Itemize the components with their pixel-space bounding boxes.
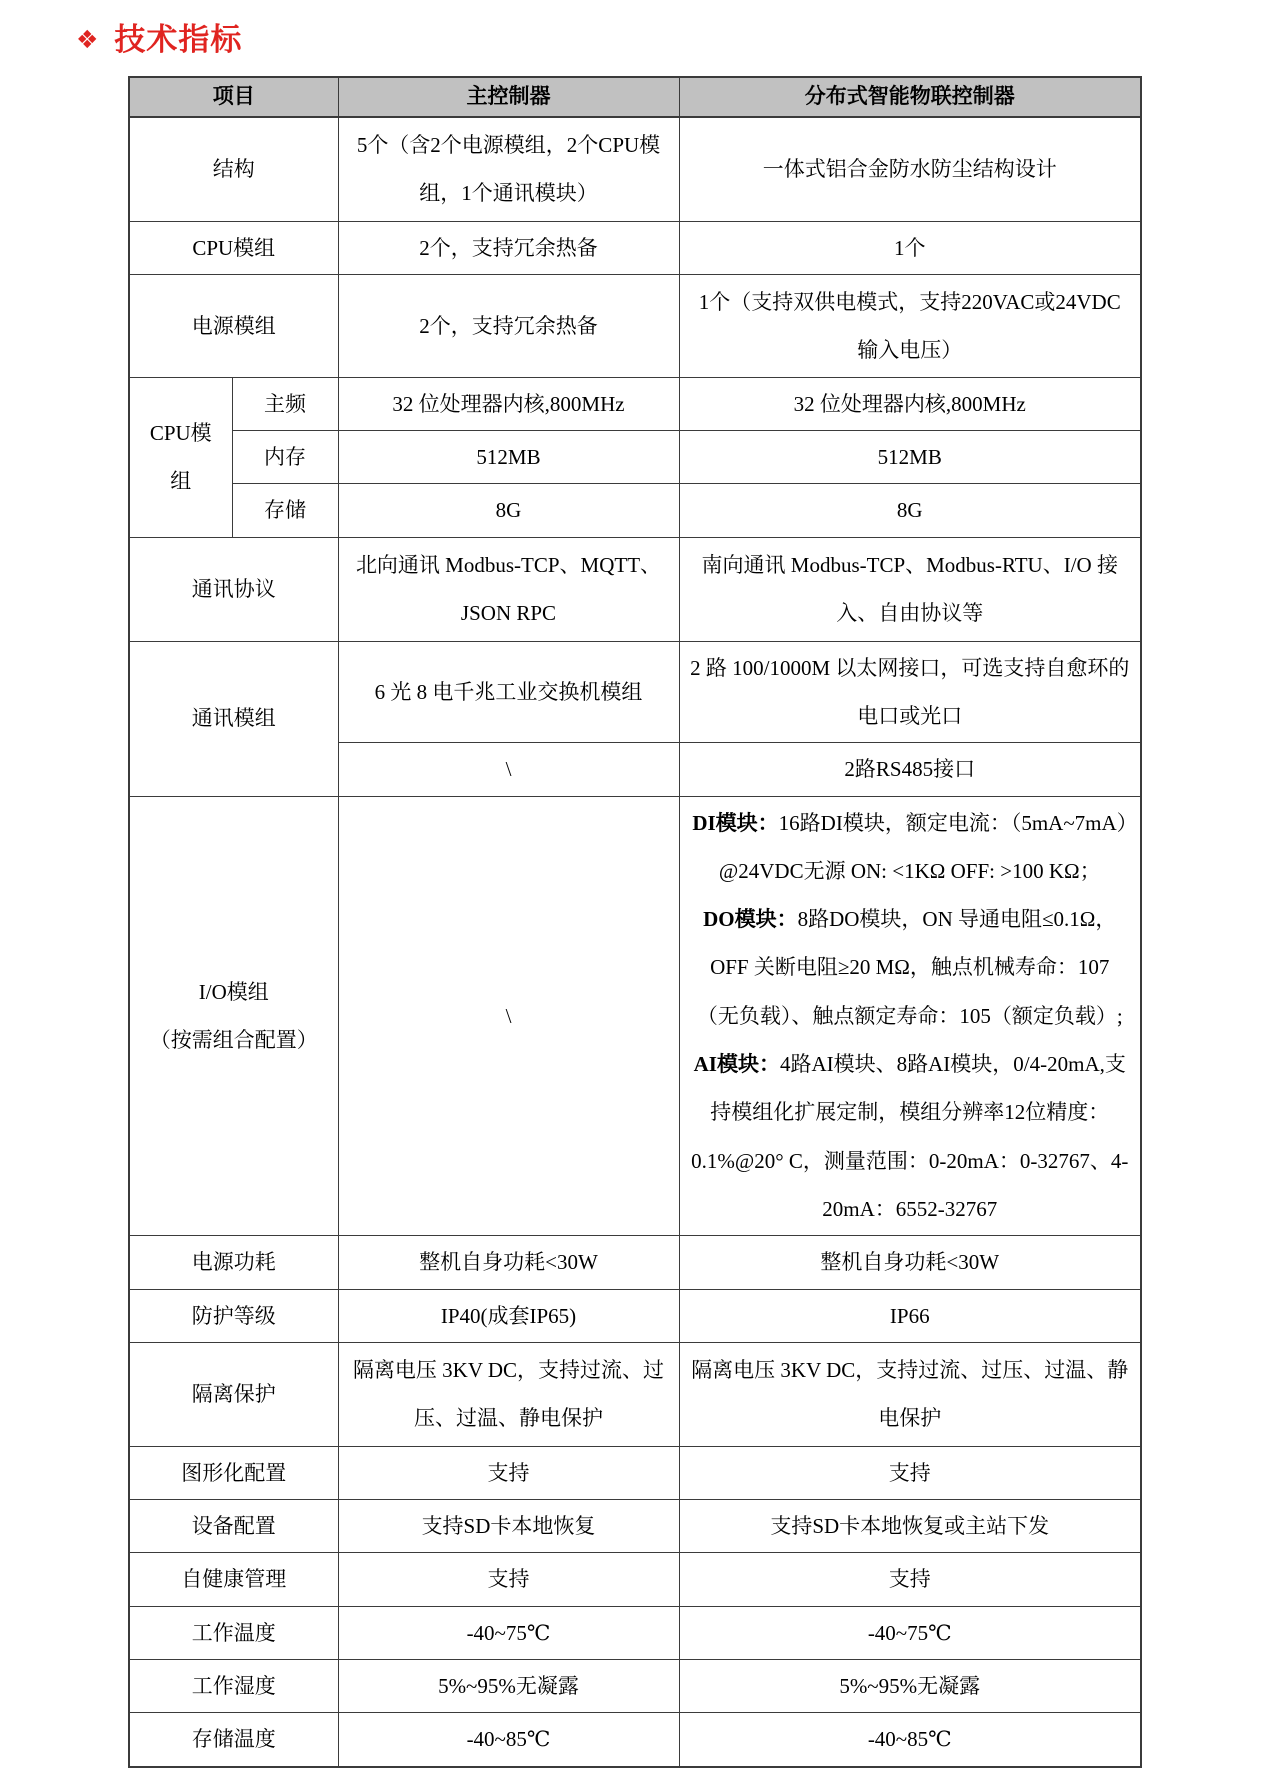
- row-power-count-dist: 1个（支持双供电模式，支持220VAC或24VDC输入电压）: [679, 274, 1141, 377]
- row-graphical-dist: 支持: [679, 1446, 1141, 1499]
- row-structure-main: 5个（含2个电源模组，2个CPU模组，1个通讯模块）: [338, 117, 679, 221]
- col-header-item: 项目: [129, 77, 338, 117]
- row-power-consumption-main: 整机自身功耗<30W: [338, 1236, 679, 1289]
- row-io-module-label: [129, 796, 338, 1236]
- row-cpu-memory-main: 512MB: [338, 431, 679, 484]
- row-protocol-dist: 南向通讯 Modbus-TCP、Modbus-RTU、I/O 接入、自由协议等: [679, 537, 1141, 641]
- spec-table: [128, 76, 1142, 1768]
- row-isolation-label: 隔离保护: [129, 1342, 338, 1446]
- row-cpu-freq-label: 主频: [232, 377, 338, 430]
- row-op-humidity-dist: 5%~95%无凝露: [679, 1660, 1141, 1713]
- row-cpu-group-label: CPU模组: [129, 377, 232, 537]
- io-do-section: [690, 895, 1131, 1040]
- row-cpu-storage-main: 8G: [338, 484, 679, 537]
- row-device-config-main: 支持SD卡本地恢复: [338, 1500, 679, 1553]
- table-row-structure: [129, 117, 1141, 221]
- table-row-comm-module-1: [129, 641, 1141, 743]
- table-row-cpu-freq: [129, 377, 1141, 430]
- row-op-temp-main: -40~75℃: [338, 1606, 679, 1659]
- row-cpu-memory-label: 内存: [232, 431, 338, 484]
- row-cpu-count-dist: 1个: [679, 221, 1141, 274]
- table-row-op-humidity: [129, 1660, 1141, 1713]
- row-device-config-label: 设备配置: [129, 1500, 338, 1553]
- row-protocol-label: 通讯协议: [129, 537, 338, 641]
- row-graphical-main: 支持: [338, 1446, 679, 1499]
- table-row-cpu-count: [129, 221, 1141, 274]
- row-cpu-storage-dist: 8G: [679, 484, 1141, 537]
- row-device-config-dist: 支持SD卡本地恢复或主站下发: [679, 1500, 1141, 1553]
- row-cpu-count-main: 2个，支持冗余热备: [338, 221, 679, 274]
- io-di-text: 16路DI模块，额定电流：（5mA~7mA）@24VDC无源 ON: <1KΩ OFF: >100 KΩ；: [718, 810, 1128, 883]
- row-comm-module-dist-2: 2路RS485接口: [679, 743, 1141, 796]
- row-cpu-freq-dist: 32 位处理器内核,800MHz: [679, 377, 1141, 430]
- row-graphical-label: 图形化配置: [129, 1446, 338, 1499]
- row-structure-dist: 一体式铝合金防水防尘结构设计: [679, 117, 1141, 221]
- row-comm-module-label: 通讯模组: [129, 641, 338, 796]
- row-cpu-storage-label: 存储: [232, 484, 338, 537]
- row-io-module-main: \: [338, 796, 679, 1236]
- row-op-temp-label: 工作温度: [129, 1606, 338, 1659]
- table-row-storage-temp: [129, 1713, 1141, 1767]
- io-do-text: 8路DO模块，ON 导通电阻≤0.1Ω，OFF 关断电阻≥20 MΩ，触点机械寿命：107（无负载）、触点额定寿命：105（额定负载）;: [696, 907, 1123, 1028]
- col-header-distributed-controller: 分布式智能物联控制器: [679, 77, 1141, 117]
- page-title: 技术指标: [114, 21, 243, 57]
- diamond-bullet-icon: ❖: [76, 24, 99, 54]
- table-row-graphical: [129, 1446, 1141, 1499]
- row-structure-label: 结构: [129, 117, 338, 221]
- table-row-cpu-storage: [129, 484, 1141, 537]
- table-row-isolation: [129, 1342, 1141, 1446]
- row-cpu-memory-dist: 512MB: [679, 431, 1141, 484]
- row-storage-temp-dist: -40~85℃: [679, 1713, 1141, 1767]
- table-row-self-health: [129, 1553, 1141, 1606]
- col-header-main-controller: 主控制器: [338, 77, 679, 117]
- table-row-op-temp: [129, 1606, 1141, 1659]
- row-cpu-freq-main: 32 位处理器内核,800MHz: [338, 377, 679, 430]
- io-ai-label: AI模块：: [693, 1052, 780, 1077]
- row-self-health-dist: 支持: [679, 1553, 1141, 1606]
- row-isolation-main: 隔离电压 3KV DC，支持过流、过压、过温、静电保护: [338, 1342, 679, 1446]
- row-protocol-main: 北向通讯 Modbus-TCP、MQTT、JSON RPC: [338, 537, 679, 641]
- table-row-device-config: [129, 1500, 1141, 1553]
- row-comm-module-main-1: 6 光 8 电千兆工业交换机模组: [338, 641, 679, 743]
- row-comm-module-dist-1: 2 路 100/1000M 以太网接口，可选支持自愈环的电口或光口: [679, 641, 1141, 743]
- io-ai-text: 4路AI模块、8路AI模块，0/4-20mA,支持模组化扩展定制，模组分辨率12位精度：0.1%@20° C，测量范围：0-20mA：0-32767、4-20mA：6552-32767: [691, 1052, 1129, 1221]
- row-power-consumption-label: 电源功耗: [129, 1236, 338, 1289]
- io-module-label-line1: I/O模组: [198, 979, 269, 1004]
- section-header: [0, 0, 1274, 62]
- row-comm-module-main-2: \: [338, 743, 679, 796]
- table-row-protection: [129, 1289, 1141, 1342]
- row-protection-dist: IP66: [679, 1289, 1141, 1342]
- row-self-health-main: 支持: [338, 1553, 679, 1606]
- row-storage-temp-main: -40~85℃: [338, 1713, 679, 1767]
- io-ai-section: [690, 1040, 1131, 1233]
- row-isolation-dist: 隔离电压 3KV DC，支持过流、过压、过温、静电保护: [679, 1342, 1141, 1446]
- table-row-cpu-memory: [129, 431, 1141, 484]
- row-cpu-count-label: CPU模组: [129, 221, 338, 274]
- row-protection-main: IP40(成套IP65): [338, 1289, 679, 1342]
- row-io-module-dist: [679, 796, 1141, 1236]
- row-op-temp-dist: -40~75℃: [679, 1606, 1141, 1659]
- table-row-power-count: [129, 274, 1141, 377]
- io-di-label: DI模块：: [692, 810, 779, 835]
- table-row-power-consumption: [129, 1236, 1141, 1289]
- table-row-io-module: [129, 796, 1141, 1236]
- row-self-health-label: 自健康管理: [129, 1553, 338, 1606]
- row-power-consumption-dist: 整机自身功耗<30W: [679, 1236, 1141, 1289]
- row-protection-label: 防护等级: [129, 1289, 338, 1342]
- io-di-section: [690, 799, 1131, 896]
- row-power-count-label: 电源模组: [129, 274, 338, 377]
- io-module-label-line2: （按需组合配置）: [149, 1027, 318, 1052]
- io-do-label: DO模块：: [703, 907, 798, 932]
- row-op-humidity-main: 5%~95%无凝露: [338, 1660, 679, 1713]
- header-row: [129, 77, 1141, 117]
- row-storage-temp-label: 存储温度: [129, 1713, 338, 1767]
- table-row-protocol: [129, 537, 1141, 641]
- row-power-count-main: 2个，支持冗余热备: [338, 274, 679, 377]
- row-op-humidity-label: 工作湿度: [129, 1660, 338, 1713]
